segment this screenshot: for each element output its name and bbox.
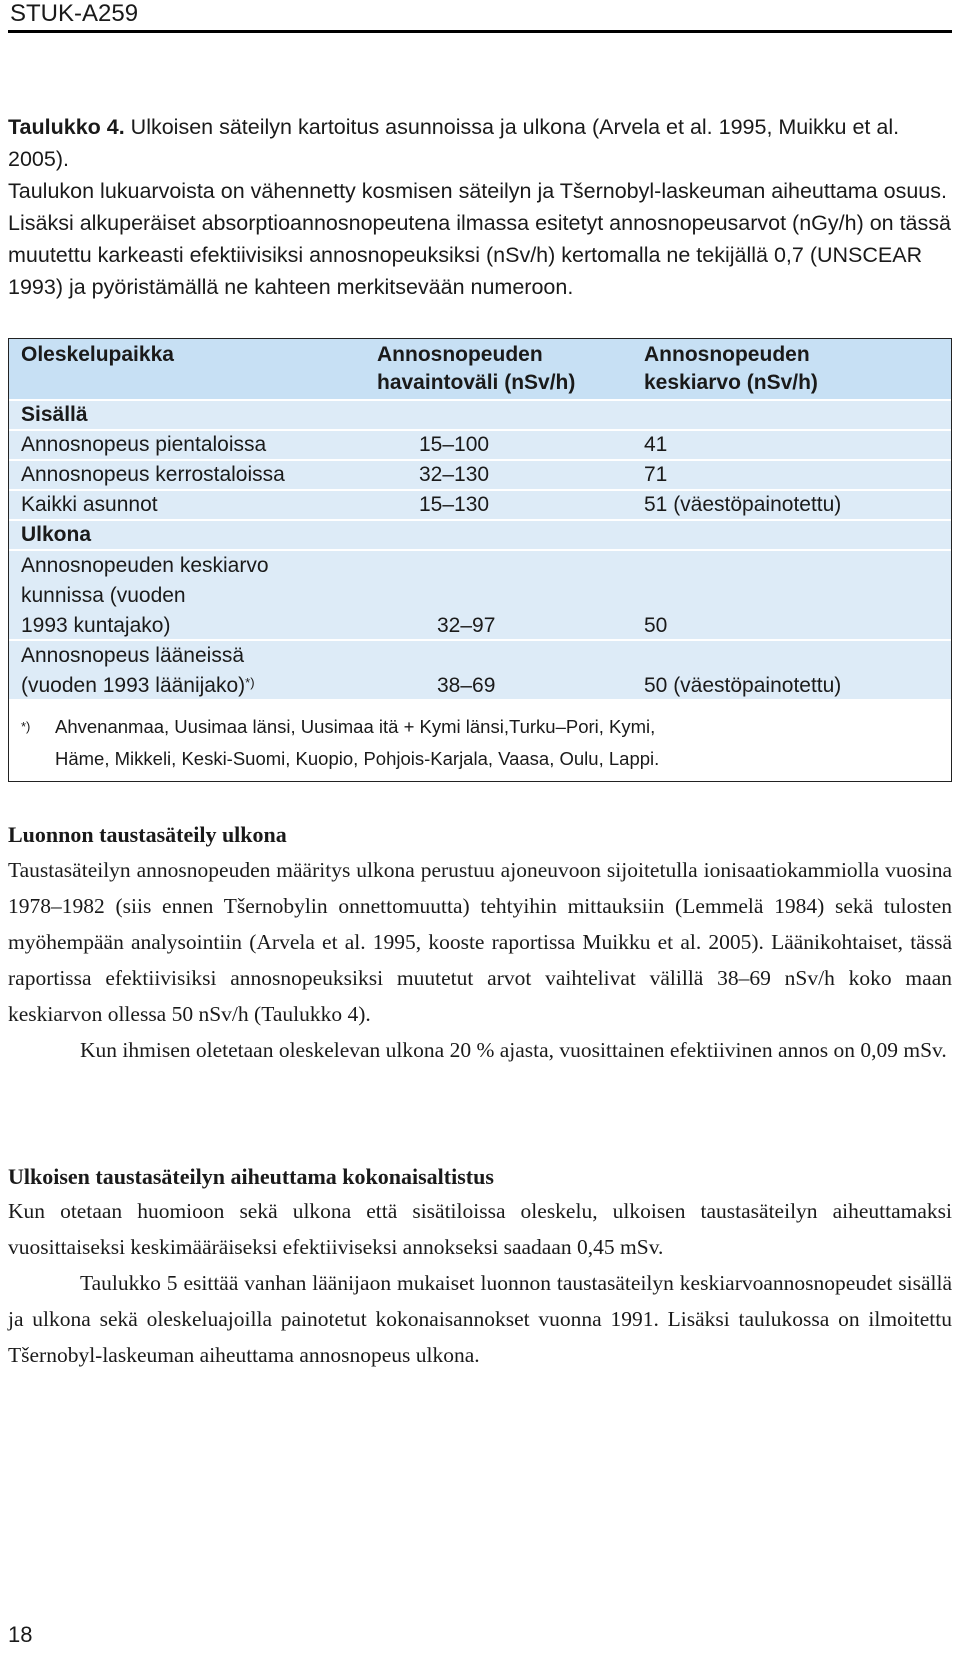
cell-place-line2: (vuoden 1993 läänijako) <box>21 674 246 697</box>
series-header: STUK-A259 <box>10 0 139 27</box>
table-row <box>9 461 951 489</box>
table-row <box>9 551 951 639</box>
section1-paragraph2: Kun ihmisen oletetaan oleskelevan ulkona 20 % ajasta, vuosittainen efektiivinen annos on 0,09 mSv. <box>80 1038 947 1062</box>
table-row <box>9 641 951 699</box>
dose-rate-table <box>8 338 952 782</box>
cell-place <box>21 551 269 641</box>
cell-place: Kaikki asunnot <box>21 493 158 516</box>
cell-range: 38–69 <box>437 674 496 697</box>
footnote-marker: *) <box>245 675 255 690</box>
table-header-row <box>9 339 951 399</box>
table-row <box>9 491 951 519</box>
header-range-line2: havaintoväli (nSv/h) <box>377 371 576 394</box>
section2-paragraph2: Taulukko 5 esittää vanhan läänijaon mukaiset luonnon taustasäteilyn keskiarvoannosnopeudet sisällä ja ulkona sekä oleskeluajoilla painotetut kokonaisannokset vuonna 1991. Lisäksi taulukossa on ilmoitettu Tšernobyl-laskeuman aiheuttama annosnopeus ulkona. <box>8 1271 952 1367</box>
table-caption <box>8 111 952 303</box>
header-range-line1: Annosnopeuden <box>377 343 543 366</box>
header-mean <box>644 341 818 397</box>
cell-place <box>21 641 255 701</box>
page-number: 18 <box>8 1622 33 1647</box>
section-heading-total-exposure: Ulkoisen taustasäteilyn aiheuttama kokonaisaltistus <box>8 1164 494 1189</box>
footnote-mark: *) <box>21 719 31 734</box>
cell-place-line1: Annosnopeus lääneissä <box>21 644 245 667</box>
section-heading-outdoor-background: Luonnon taustasäteily ulkona <box>8 822 287 847</box>
cell-place: Annosnopeus pientaloissa <box>21 433 267 456</box>
header-range <box>377 341 575 397</box>
cell-mean: 71 <box>644 463 668 486</box>
section2-body <box>8 1193 952 1373</box>
cell-mean: 50 <box>644 614 668 637</box>
cell-place: Annosnopeus kerrostaloissa <box>21 463 285 486</box>
cell-range: 15–130 <box>419 493 490 516</box>
cell-place-line1: Annosnopeuden keskiarvo <box>21 554 269 577</box>
section-row-outdoor <box>9 521 951 549</box>
section2-paragraph1: Kun otetaan huomioon sekä ulkona että sisätiloissa oleskelu, ulkoisen taustasäteilyn aiheuttamaksi vuosittaiseksi keskimääräiseksi efektiiviseksi annokseksi saadaan 0,45 mSv. <box>8 1199 952 1259</box>
header-mean-line2: keskiarvo (nSv/h) <box>644 371 818 394</box>
cell-range: 32–130 <box>419 463 490 486</box>
cell-mean: 41 <box>644 433 668 456</box>
cell-mean: 50 (väestöpainotettu) <box>644 674 842 697</box>
header-place: Oleskelupaikka <box>21 343 174 366</box>
header-rule <box>8 30 952 33</box>
caption-note: Taulukon lukuarvoista on vähennetty kosmisen säteilyn ja Tšernobyl-laskeuman aiheuttama osuus. Lisäksi alkuperäiset absorptioannosnopeutena ilmassa esitetyt annosnopeusarvot (nGy/h) on tässä muutettu karkeasti efektiivisiksi annosnopeuksiksi (nSv/h) kertomalla ne tekijällä 0,7 (UNSCEAR 1993) ja pyöristämällä ne kahteen merkitsevään numeroon. <box>8 179 951 299</box>
cell-mean: 51 (väestöpainotettu) <box>644 493 842 516</box>
footnote-line2: Häme, Mikkeli, Keski-Suomi, Kuopio, Pohjois-Karjala, Vaasa, Oulu, Lappi. <box>55 748 660 769</box>
footnote-line1: Ahvenanmaa, Uusimaa länsi, Uusimaa itä + Kymi länsi,Turku–Pori, Kymi, <box>55 716 656 737</box>
cell-range: 32–97 <box>437 614 496 637</box>
cell-place-line3: 1993 kuntajako) <box>21 614 171 637</box>
cell-place-line2: kunnissa (vuoden <box>21 584 186 607</box>
section-label-indoor: Sisällä <box>21 403 88 426</box>
section1-body <box>8 852 952 1068</box>
header-mean-line1: Annosnopeuden <box>644 343 810 366</box>
section1-paragraph1: Taustasäteilyn annosnopeuden määritys ulkona perustuu ajoneuvoon sijoitetulla ionisaatiokammiolla vuosina 1978–1982 (siis ennen Tšernobylin onnettomuutta) tehtyihin mittauksiin (Lemmelä 1984) sekä tulosten myöhempään analysointiin (Arvela et al. 1995, kooste raportissa Muikku et al. 2005). Läänikohtaiset, tässä raportissa efektiivisiksi annosnopeuksiksi muutetut arvot vaihtelivat välillä 38–69 nSv/h koko maan keskiarvon ollessa 50 nSv/h (Taulukko 4). <box>8 858 952 1026</box>
section-row-indoor <box>9 401 951 429</box>
table-row <box>9 431 951 459</box>
caption-title: Ulkoisen säteilyn kartoitus asunnoissa ja ulkona (Arvela et al. 1995, Muikku et al. 2005). <box>8 115 900 171</box>
section-label-outdoor: Ulkona <box>21 523 92 546</box>
cell-range: 15–100 <box>419 433 490 456</box>
footnote-text <box>55 711 659 775</box>
caption-label: Taulukko 4. <box>8 115 125 139</box>
